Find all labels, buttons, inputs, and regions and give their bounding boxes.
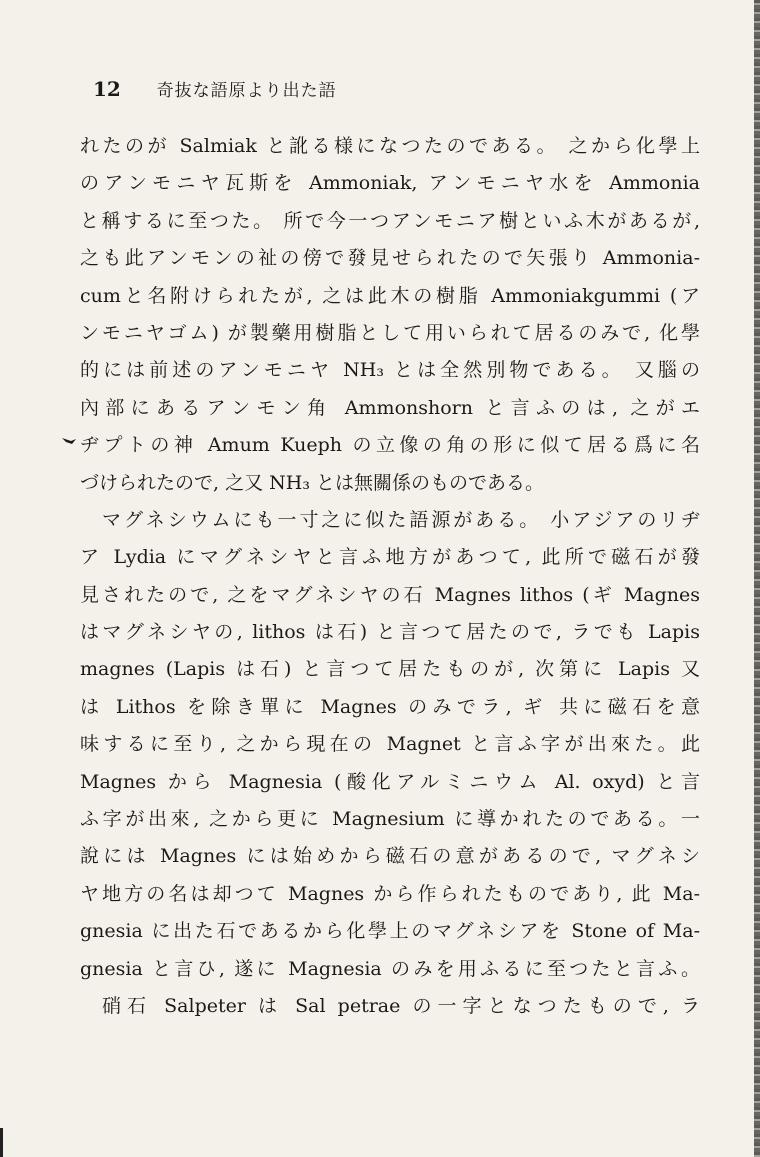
text-line: cumと名附けられたが, 之は此木の樹脂 Ammoniakgummi (ア <box>80 284 700 307</box>
text-line: づけられたので, 之又 NH₃ とは無關係のものである。 <box>80 471 544 494</box>
text-line: れたのが Salmiak と訛る様になつたのである。 之から化學上 <box>80 135 700 157</box>
text-line: は Lithos を除き單に Magnes のみでラ, ギ 共に磁石を意 <box>80 695 700 718</box>
text-line: gnesia に出た石であるから化學上のマグネシアを Stone of Ma- <box>80 920 700 943</box>
page-edge-mark <box>0 1128 3 1157</box>
text-line: ヤ地方の名は却つて Magnes から作られたものであり, 此 Ma- <box>80 882 700 905</box>
body-text <box>80 128 700 1025</box>
text-line: 說には Magnes には始めから磁石の意があるので, マグネシ <box>80 845 700 868</box>
text-line: マグネシウムにも一寸之に似た語源がある。 小アジアのリヂ <box>102 508 700 531</box>
text-line: 的には前述のアンモニヤ NH₃ とは全然別物である。 又腦の <box>80 359 700 382</box>
text-line: のアンモニヤ瓦斯を Ammoniak, アンモニヤ水を Ammonia <box>80 172 700 195</box>
ink-mark-icon <box>62 436 76 446</box>
text-line: ア Lydia にマグネシヤと言ふ地方があつて, 此所で磁石が發 <box>80 546 700 569</box>
page-number: 12 <box>93 77 121 101</box>
page-header <box>93 74 693 104</box>
text-line: Magnes から Magnesia (酸化アルミニウム Al. oxyd) と言 <box>80 770 700 793</box>
page-edge <box>754 0 760 1157</box>
text-line: 之も此アンモンの祉の傍で發見せられたので矢張り Ammonia- <box>80 247 700 270</box>
text-line: 見されたので, 之をマグネシヤの石 Magnes lithos (ギ Magnes <box>80 583 700 606</box>
text-line: 味するに至り, 之から現在の Magnet と言ふ字が出來た。此 <box>80 733 700 756</box>
text-line: 硝石 Salpeter は Sal petrae の一字となつたもので, ラ <box>102 994 700 1017</box>
running-title: 奇抜な語原より出た語 <box>156 81 337 101</box>
text-line: はマグネシヤの, lithos は石) と言つて居たので, ラでも Lapis <box>80 621 700 644</box>
text-line: gnesia と言ひ, 遂に Magnesia のみを用ふるに至つたと言ふ。 <box>80 957 700 980</box>
text-line: magnes (Lapis は石) と言つて居たものが, 次第に Lapis 又 <box>80 658 700 681</box>
text-line: ヂプトの神 Amum Kueph の立像の角の形に似て居る爲に名 <box>80 434 700 457</box>
text-line: 內部にあるアンモン角 Ammonshorn と言ふのは, 之がエ <box>80 396 700 419</box>
text-line: と稱するに至つた。 所で今一つアンモニア樹といふ木があるが, <box>80 209 700 232</box>
text-line: ンモニヤゴム) が製藥用樹脂として用いられて居るのみで, 化學 <box>80 321 700 344</box>
text-line: ふ字が出來, 之から更に Magnesium に導かれたのである。一 <box>80 808 700 831</box>
